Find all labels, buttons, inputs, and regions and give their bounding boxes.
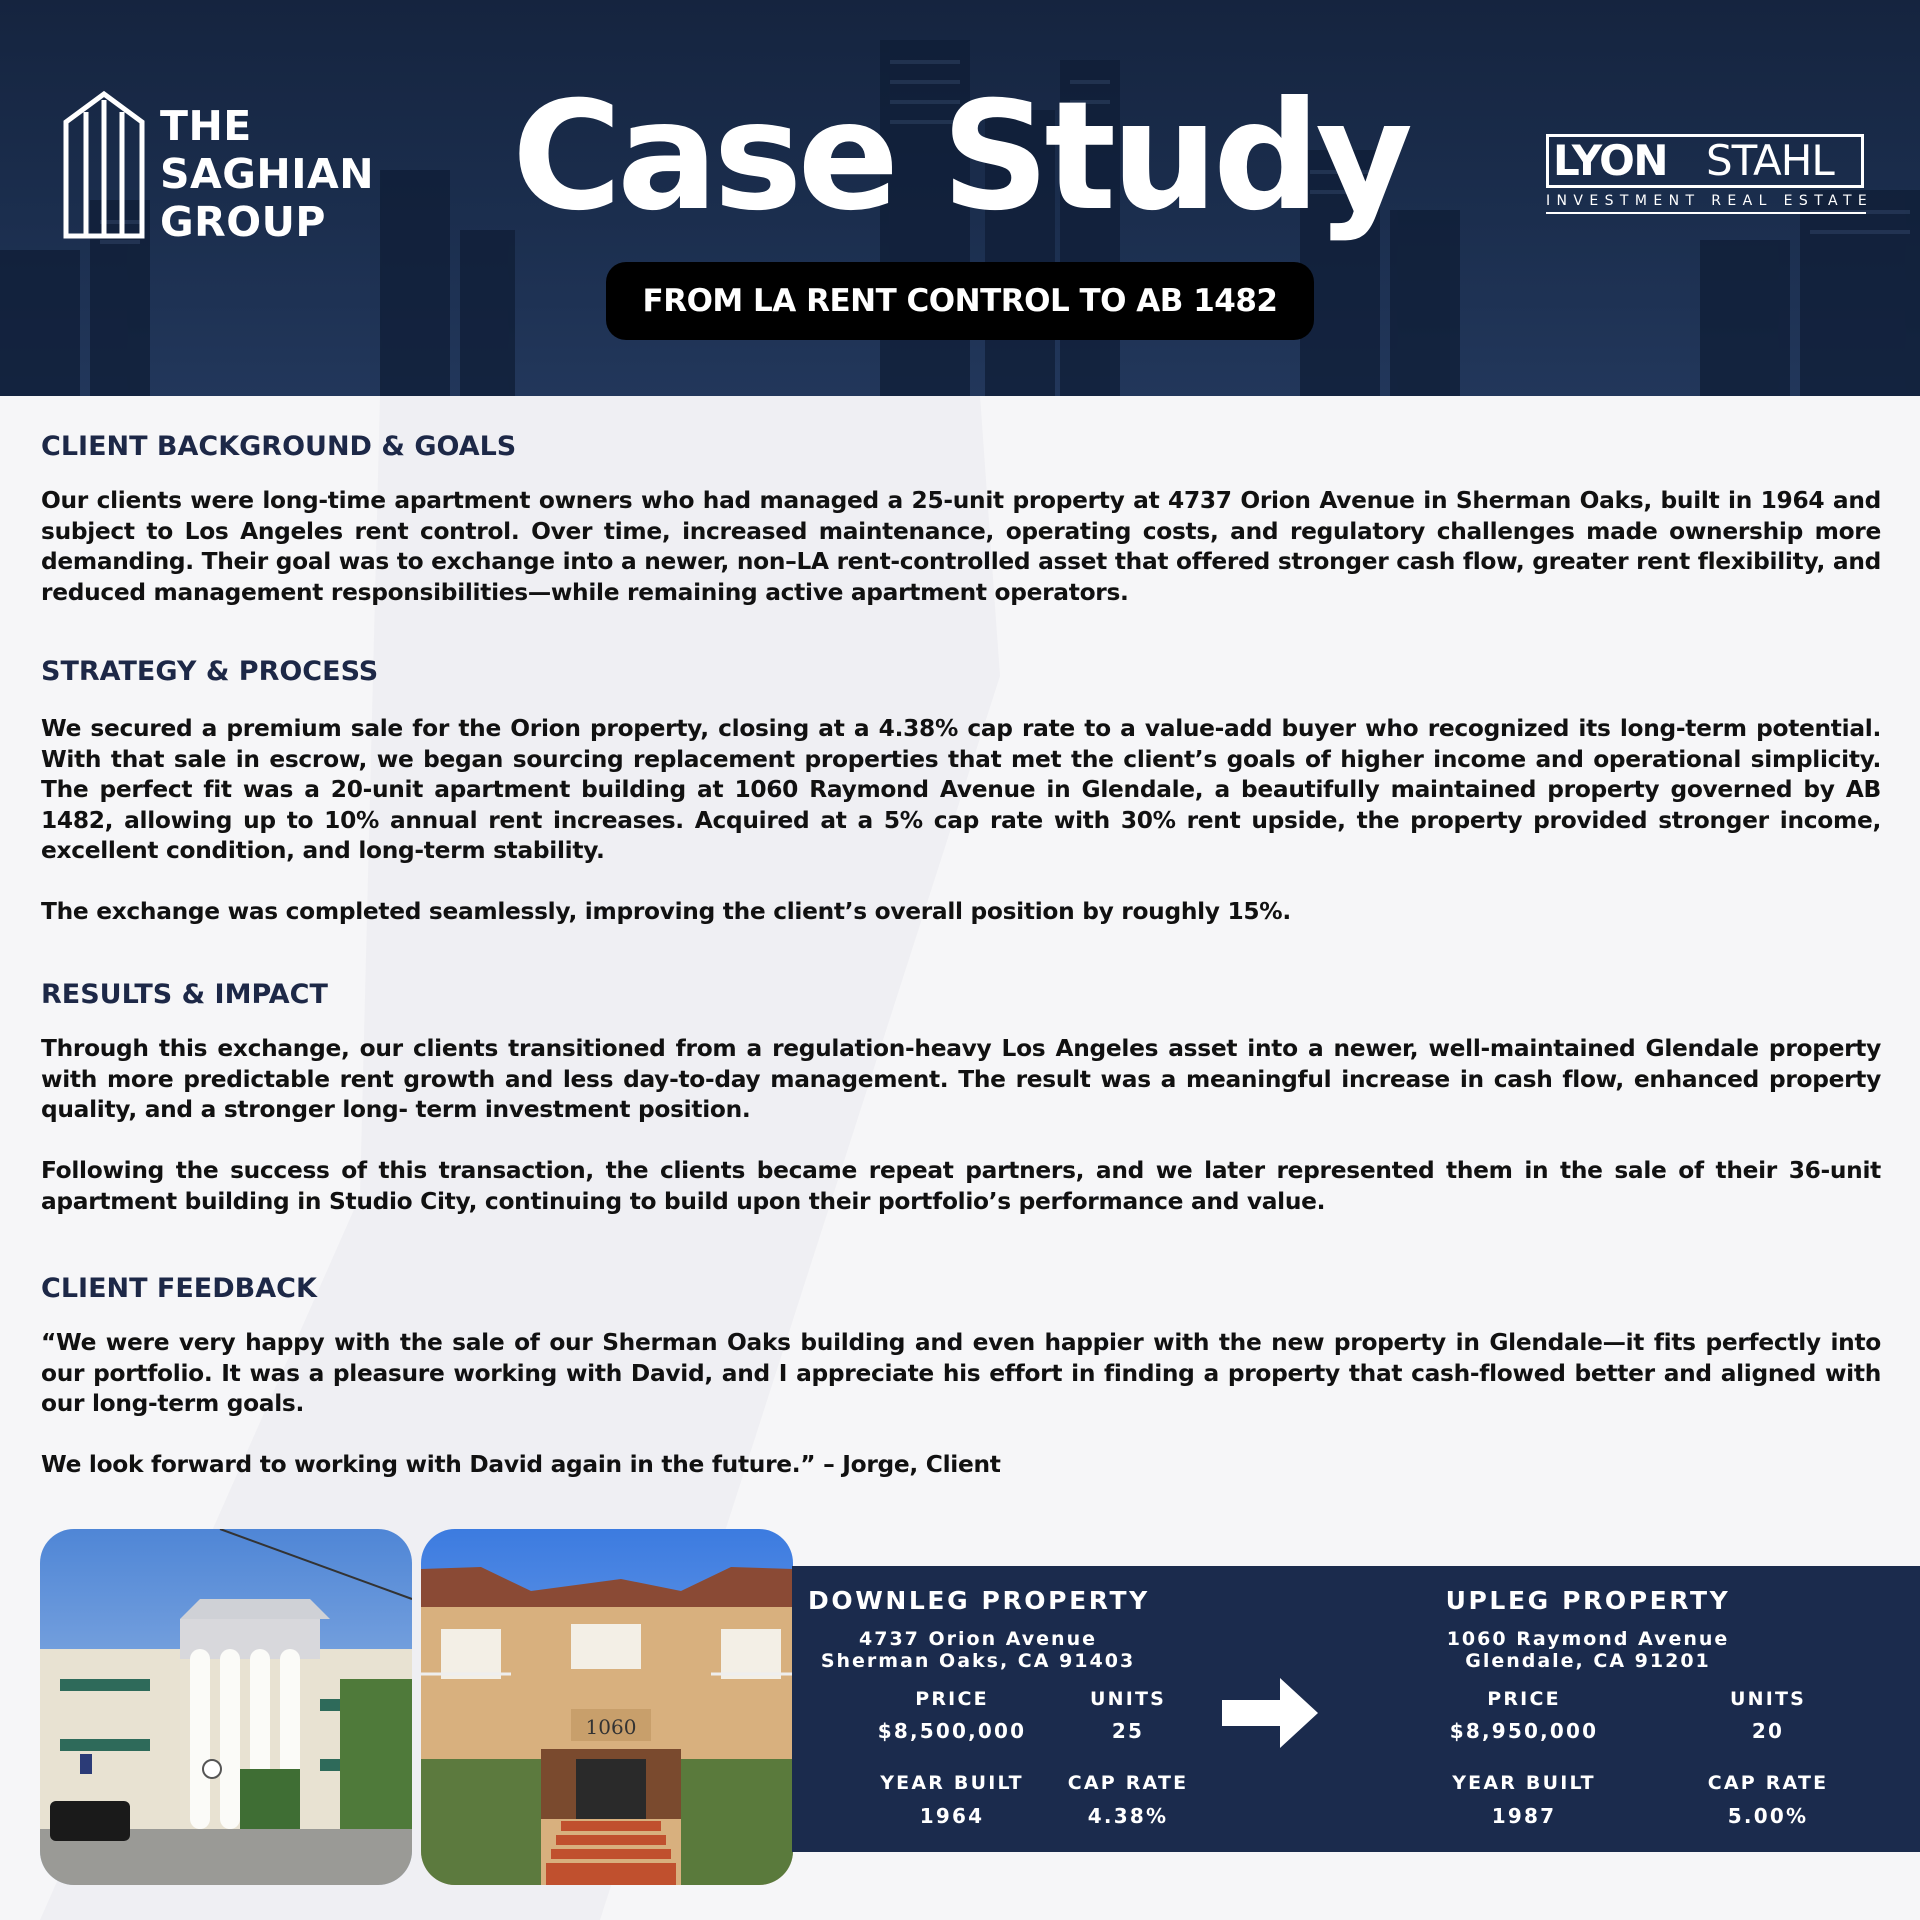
logo-tagline: INVESTMENT REAL ESTATE — [1546, 192, 1866, 214]
feedback-paragraph-1: “We were very happy with the sale of our Sherman Oaks building and even happier with the new property in Glendale—it fits perfectly into our portfolio. It was a pleasure working with David, and I appreciate his effort in finding a property that cash-flowed better and aligned with our long-term goals. — [41, 1329, 1881, 1417]
upleg-price-label: PRICE — [1487, 1688, 1561, 1710]
downleg-units: 25 — [1111, 1719, 1145, 1743]
arrow-right-icon — [1222, 1678, 1318, 1748]
downleg-units-label: UNITS — [1089, 1688, 1167, 1710]
results-paragraph-2: Following the success of this transaction, the clients became repeat partners, and we later represented them in the sale of their 36-unit apartment building in Studio City, continuing to build upon their portfolio’s performance and value. — [41, 1157, 1881, 1215]
downleg-column — [808, 1566, 1148, 1672]
downleg-address-2: Sherman Oaks, CA 91403 — [820, 1650, 1136, 1672]
upleg-cap: 5.00% — [1727, 1804, 1809, 1828]
section-heading-background: CLIENT BACKGROUND & GOALS — [41, 431, 517, 462]
logo-stahl: STAHL — [1704, 134, 1864, 188]
subtitle-pill: FROM LA RENT CONTROL TO AB 1482 — [606, 262, 1314, 340]
header-banner — [0, 0, 1920, 396]
upleg-cap-label: CAP RATE — [1707, 1772, 1829, 1794]
lyon-stahl-logo — [1546, 134, 1874, 214]
section-heading-results: RESULTS & IMPACT — [41, 979, 328, 1010]
logo-line-2: SAGHIAN — [160, 150, 375, 198]
downleg-year-label: YEAR BUILT — [880, 1772, 1024, 1794]
property-comparison-panel — [792, 1566, 1920, 1852]
upleg-units-label: UNITS — [1729, 1688, 1807, 1710]
upleg-price: $8,950,000 — [1449, 1719, 1599, 1743]
upleg-year: 1987 — [1491, 1804, 1557, 1828]
section-heading-feedback: CLIENT FEEDBACK — [41, 1273, 317, 1304]
page-title: Case Study — [511, 70, 1409, 244]
results-paragraph-1: Through this exchange, our clients transitioned from a regulation-heavy Los Angeles asset into a newer, well-maintained Glendale property with more predictable rent growth and less day-to-day management. The result was a meaningful increase in cash flow, enhanced property quality, and a stronger long- term investment position. — [41, 1035, 1881, 1123]
downleg-title: DOWNLEG PROPERTY — [808, 1586, 1150, 1615]
downleg-address-1: 4737 Orion Avenue — [859, 1628, 1097, 1650]
strategy-paragraph-1: We secured a premium sale for the Orion property, closing at a 4.38% cap rate to a value-add buyer who recognized its long-term potential. With that sale in escrow, we began sourcing replacement properties that met the client’s goals of higher income and operational simplicity. The perfect fit was a 20-unit apartment building at 1060 Raymond Avenue in Glendale, a beautifully maintained property governed by AB 1482, allowing up to 10% annual rent increases. Acquired at a 5% cap rate with 30% rent upside, the property provided stronger income, excellent condition, and long-term stability. — [41, 715, 1881, 864]
feedback-paragraph-2: We look forward to working with David again in the future.” – Jorge, Client — [41, 1451, 1001, 1478]
logo-lyon: LYON — [1546, 134, 1704, 188]
strategy-paragraph-2: The exchange was completed seamlessly, improving the client’s overall position by roughly 15%. — [41, 898, 1291, 925]
upleg-address-1: 1060 Raymond Avenue — [1446, 1628, 1730, 1650]
upleg-year-label: YEAR BUILT — [1452, 1772, 1596, 1794]
upleg-address-2: Glendale, CA 91201 — [1465, 1650, 1711, 1672]
downleg-price-label: PRICE — [915, 1688, 989, 1710]
building-logo-icon — [62, 90, 146, 240]
saghian-group-logo — [62, 90, 382, 250]
downleg-cap: 4.38% — [1087, 1804, 1169, 1828]
downleg-price: $8,500,000 — [877, 1719, 1027, 1743]
logo-line-3: GROUP — [160, 198, 326, 246]
building-number-sign: 1060 — [585, 1715, 637, 1739]
downleg-year: 1964 — [919, 1804, 985, 1828]
downleg-cap-label: CAP RATE — [1067, 1772, 1189, 1794]
upleg-units: 20 — [1751, 1719, 1785, 1743]
logo-line-1: THE — [160, 102, 252, 150]
upleg-column — [1418, 1566, 1758, 1672]
section-heading-strategy: STRATEGY & PROCESS — [41, 656, 379, 687]
background-paragraph: Our clients were long-time apartment owners who had managed a 25-unit property at 4737 Orion Avenue in Sherman Oaks, built in 1964 and subject to Los Angeles rent control. Over time, increased maintenance, operating costs, and regulatory challenges made ownership more demanding. Their goal was to exchange into a newer, non–LA rent-controlled asset that offered stronger cash flow, greater rent flexibility, and reduced management responsibilities—while remaining active apartment operators. — [41, 487, 1881, 606]
upleg-property-photo — [421, 1529, 793, 1885]
upleg-title: UPLEG PROPERTY — [1445, 1586, 1731, 1615]
downleg-property-photo — [40, 1529, 412, 1885]
